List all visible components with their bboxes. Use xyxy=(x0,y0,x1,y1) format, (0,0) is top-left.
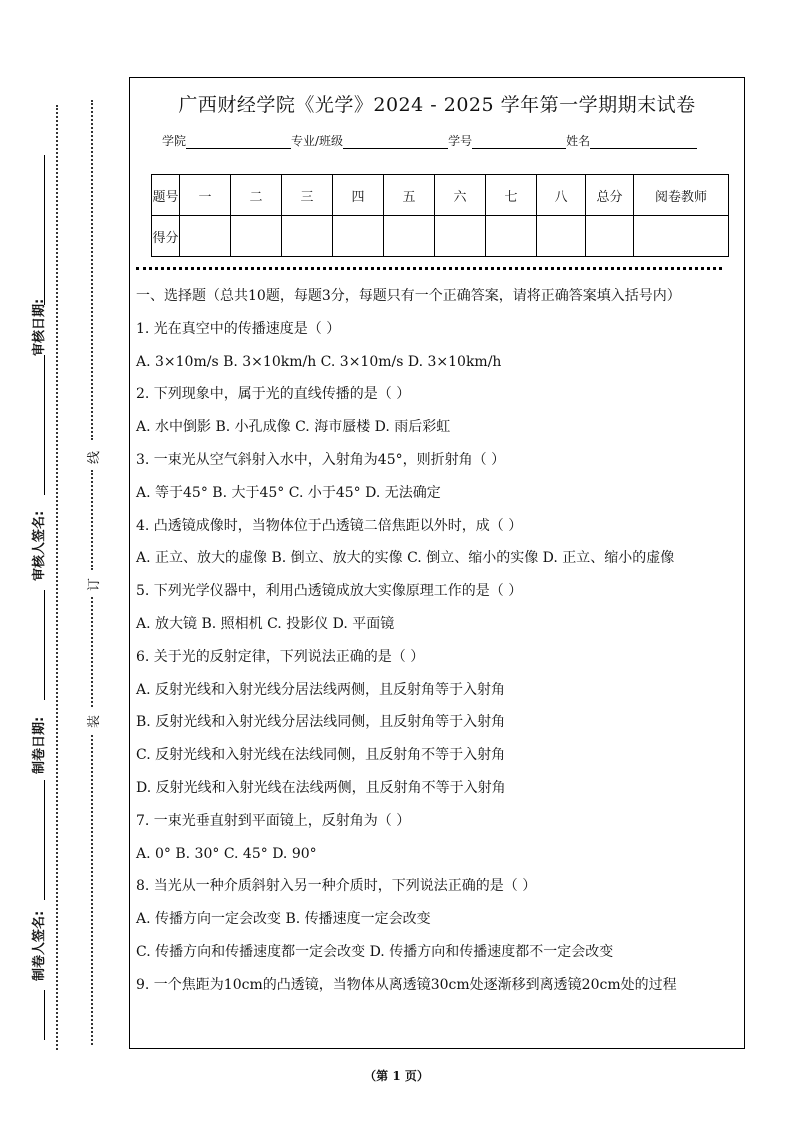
signature-line xyxy=(44,780,45,900)
question-line: 2. 下列现象中，属于光的直线传播的是（ ） xyxy=(136,386,411,403)
options-line: C. 反射光线和入射光线在法线同侧，且反射角不等于入射角 xyxy=(136,747,506,764)
question-number-label: 题号 xyxy=(152,175,180,216)
question-line: 9. 一个焦距为10cm的凸透镜，当物体从离透镜30cm处逐渐移到离透镜20cm处的过程 xyxy=(136,976,677,993)
options-line: D. 反射光线和入射光线在法线两侧，且反射角不等于入射角 xyxy=(136,779,506,796)
signature-line xyxy=(44,990,45,1040)
grader-header: 阅卷教师 xyxy=(634,175,729,216)
question-line: 4. 凸透镜成像时，当物体位于凸透镜二倍焦距以外时，成（ ） xyxy=(136,517,523,534)
options-line: A. 正立、放大的虚像 B. 倒立、放大的实像 C. 倒立、缩小的实像 D. 正立、缩小的虚像 xyxy=(136,550,675,567)
column-header: 八 xyxy=(537,175,586,216)
major-class-label: 专业/班级 xyxy=(291,134,344,148)
question-line: 3. 一束光从空气斜射入水中，入射角为45°，则折射角（ ） xyxy=(136,451,506,468)
question-line: 7. 一束光垂直射到平面镜上，反射角为（ ） xyxy=(136,812,411,829)
column-header: 四 xyxy=(333,175,384,216)
name-field[interactable] xyxy=(590,136,697,149)
question-line: 8. 当光从一种介质斜射入另一种介质时，下列说法正确的是（ ） xyxy=(136,878,537,895)
score-cell[interactable] xyxy=(486,216,537,257)
column-header: 二 xyxy=(231,175,282,216)
options-line: A. 反射光线和入射光线分居法线两侧，且反射角等于入射角 xyxy=(136,681,506,698)
score-table-header-row xyxy=(152,175,729,216)
column-header: 七 xyxy=(486,175,537,216)
score-cell[interactable] xyxy=(282,216,333,257)
score-row-label: 得分 xyxy=(152,216,180,257)
exam-paper xyxy=(129,77,745,1049)
options-line: A. 水中倒影 B. 小孔成像 C. 海市蜃楼 D. 雨后彩虹 xyxy=(136,419,451,436)
cut-mark-bind: 订 xyxy=(87,577,103,592)
name-label: 姓名 xyxy=(566,134,591,148)
options-line: A. 3×10m/s B. 3×10km/h C. 3×10m/s D. 3×10km/h xyxy=(136,353,502,370)
section-heading: 一、选择题（总共10题，每题3分，每题只有一个正确答案，请将正确答案填入括号内） xyxy=(136,288,681,304)
column-header: 三 xyxy=(282,175,333,216)
options-line: B. 反射光线和入射光线分居法线同侧，且反射角等于入射角 xyxy=(136,714,506,731)
column-header: 五 xyxy=(384,175,435,216)
section-divider xyxy=(136,267,722,270)
options-line: C. 传播方向和传播速度都一定会改变 D. 传播方向和传播速度都不一定会改变 xyxy=(136,943,614,960)
binding-margin xyxy=(0,0,120,1122)
signature-line xyxy=(44,355,45,495)
question-line: 6. 关于光的反射定律，下列说法正确的是（ ） xyxy=(136,648,425,665)
total-score-header: 总分 xyxy=(586,175,634,216)
options-line: A. 传播方向一定会改变 B. 传播速度一定会改变 xyxy=(136,911,431,928)
cut-mark-staple: 装 xyxy=(87,714,103,729)
cut-dotted-line xyxy=(91,470,93,570)
student-id-field[interactable] xyxy=(472,136,566,149)
cut-mark-line: 线 xyxy=(87,450,103,465)
college-label: 学院 xyxy=(162,134,187,148)
review-date-label: 审核日期: xyxy=(32,298,47,356)
options-line: A. 等于45° B. 大于45° C. 小于45° D. 无法确定 xyxy=(136,484,441,501)
cut-dotted-line xyxy=(91,597,93,707)
question-line: 1. 光在真空中的传播速度是（ ） xyxy=(136,320,341,337)
college-field[interactable] xyxy=(186,136,291,149)
total-score-cell[interactable] xyxy=(586,216,634,257)
score-cell[interactable] xyxy=(435,216,486,257)
score-cell[interactable] xyxy=(231,216,282,257)
page-number: （第 1 页） xyxy=(364,1069,429,1083)
student-info-row xyxy=(162,132,697,149)
grader-cell[interactable] xyxy=(634,216,729,257)
question-line: 5. 下列光学仪器中，利用凸透镜成放大实像原理工作的是（ ） xyxy=(136,583,523,600)
score-table xyxy=(151,174,729,257)
paper-date-label: 制卷日期: xyxy=(32,716,47,774)
cut-dotted-line xyxy=(91,100,93,440)
question-content xyxy=(136,286,740,1008)
score-cell[interactable] xyxy=(537,216,586,257)
outer-dotted-line xyxy=(56,105,58,1050)
score-cell[interactable] xyxy=(333,216,384,257)
student-id-label: 学号 xyxy=(448,134,473,148)
signature-line xyxy=(44,155,45,305)
signature-line xyxy=(44,590,45,700)
major-class-field[interactable] xyxy=(343,136,448,149)
options-line: A. 0° B. 30° C. 45° D. 90° xyxy=(136,845,317,862)
cut-dotted-line xyxy=(91,735,93,1045)
score-cell[interactable] xyxy=(384,216,435,257)
column-header: 六 xyxy=(435,175,486,216)
score-cell[interactable] xyxy=(180,216,231,257)
reviewer-signature-label: 审核人签名: xyxy=(32,510,47,581)
score-table-score-row xyxy=(152,216,729,257)
options-line: A. 放大镜 B. 照相机 C. 投影仪 D. 平面镜 xyxy=(136,615,395,632)
exam-title: 广西财经学院《光学》2024 - 2025 学年第一学期期末试卷 xyxy=(178,94,696,116)
column-header: 一 xyxy=(180,175,231,216)
paper-maker-signature-label: 制卷人签名: xyxy=(32,910,47,981)
